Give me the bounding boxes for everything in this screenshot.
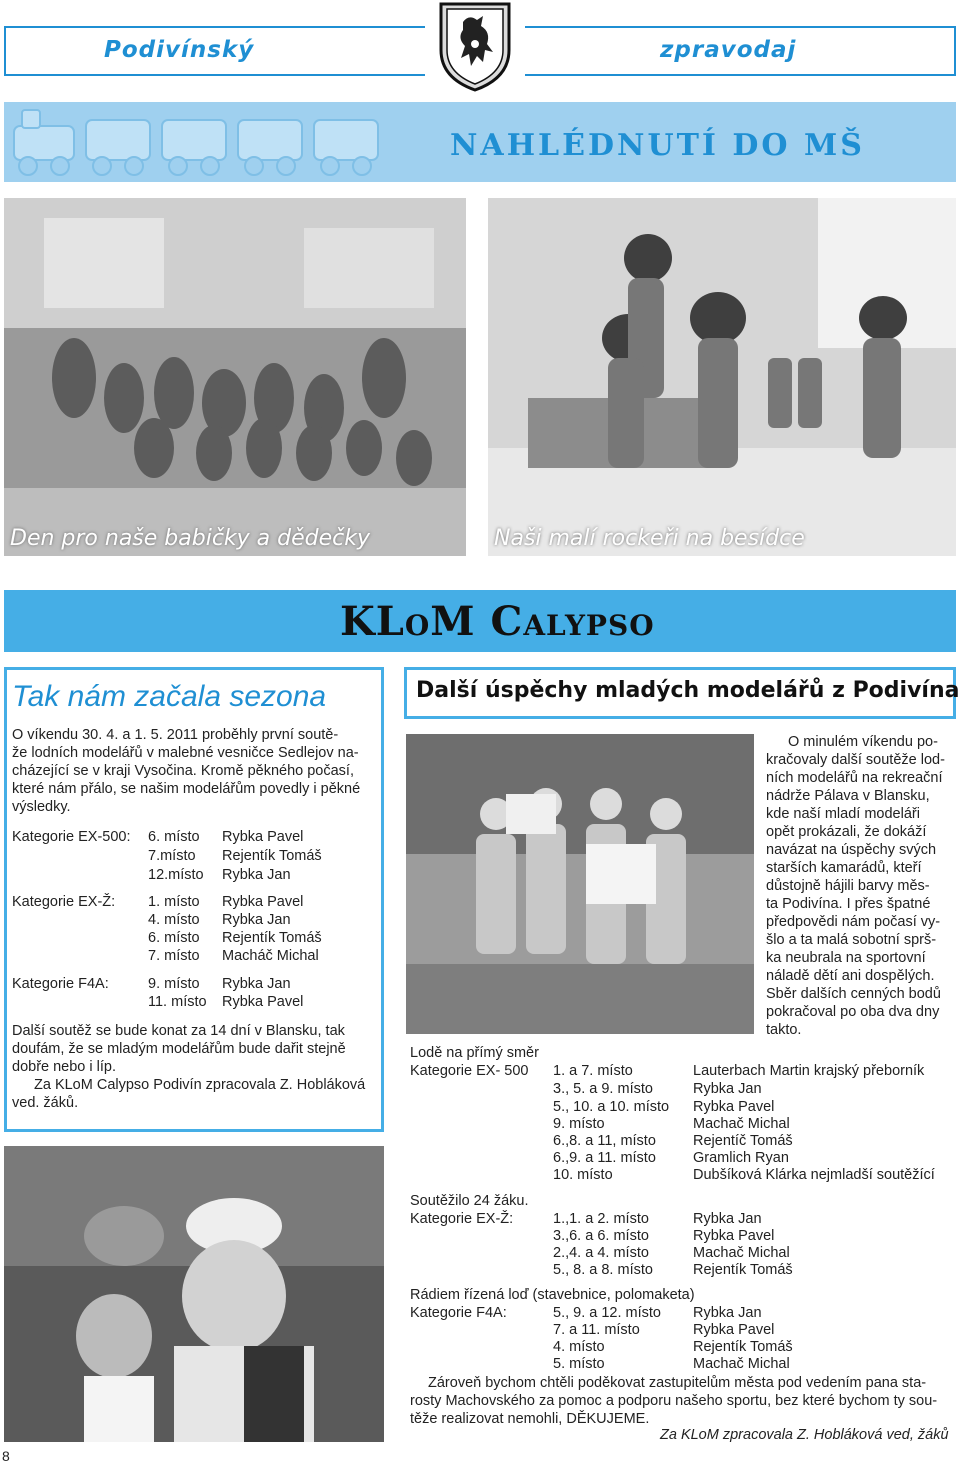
result-place: 2.,4. a 4. místo (553, 1245, 649, 1261)
photo-caption-grandparents: Den pro naše babičky a dědečky (10, 526, 370, 551)
result-name: Lauterbach Martin krajský přeborník (693, 1063, 925, 1079)
article2-title: Další úspěchy mladých modelářů z Podivína (416, 678, 960, 703)
result-name: Rybka Jan (222, 976, 291, 992)
text-line: takto. (766, 1022, 802, 1038)
text-line: Sběr dalších cenných bodů (766, 986, 941, 1002)
text-line: náladě dětí ani dospělých. (766, 968, 935, 984)
result-place: 12.místo (148, 867, 204, 883)
article2-side-text (766, 733, 952, 1039)
text-line: doufám, že se mladým modelářům bude dařit stejně (12, 1041, 346, 1057)
result-place: 6. místo (148, 829, 200, 845)
result-name: Machač Michal (693, 1116, 790, 1132)
result-place: 7.místo (148, 848, 196, 864)
result-name: Rejentík Tomáš (693, 1339, 793, 1355)
text-line: těže realizovat nemohli, DĚKUJEME. (410, 1411, 650, 1427)
photo-captain-boy (4, 1146, 384, 1442)
article2-signature: Za KLoM zpracovala Z. Hobláková ved, žáků (660, 1427, 949, 1443)
text-line: kde naší mladí modeláři (766, 806, 920, 822)
result-place: 4. místo (148, 912, 200, 928)
result-name: Machač Michal (693, 1356, 790, 1372)
train-illustration-icon (4, 102, 424, 182)
result-place: 1. a 7. místo (553, 1063, 633, 1079)
result-name: Macháč Michal (222, 948, 319, 964)
result-name: Rybka Jan (222, 912, 291, 928)
text-line: O minulém víkendu po- (788, 734, 938, 750)
text-line: O víkendu 30. 4. a 1. 5. 2011 proběhly první soutě- (12, 727, 339, 743)
result-place: 11. místo (148, 994, 207, 1010)
banner-title: NAHLÉDNUTÍ DO MŠ (450, 128, 865, 163)
result-name: Rybka Jan (222, 867, 291, 883)
text-line: ta Podivína. I přes špatné (766, 896, 931, 912)
photo-young-modelers (406, 734, 754, 1034)
text-line: že lodních modelářů v malebné vesničce Sedlejov na- (12, 745, 359, 761)
header-right-title: zpravodaj (660, 37, 797, 63)
result-name: Gramlich Ryan (693, 1150, 789, 1166)
result-place: 9. místo (148, 976, 200, 992)
photo-caption-rockers: Naši malí rockeři na besídce (494, 526, 805, 551)
result-place: 6.,8. a 11, místo (553, 1133, 656, 1149)
text-line: cházející se v kraji Vysočina. Kromě pěkného počasí, (12, 763, 354, 779)
text-line: Zároveň bychom chtěli poděkovat zastupitelům města pod vedením pana sta- (428, 1375, 927, 1391)
result-name: Machač Michal (693, 1245, 790, 1261)
page-number: 8 (2, 1448, 10, 1464)
result-place: 4. místo (553, 1339, 605, 1355)
result-name: Rybka Pavel (693, 1099, 775, 1115)
text-line: Další soutěž se bude konat za 14 dní v Blansku, tak (12, 1023, 345, 1039)
result-name: Rybka Jan (693, 1081, 762, 1097)
photo-grandparents (4, 198, 466, 556)
text-line: starších kamarádů, kteří (766, 860, 922, 876)
block-heading: Rádiem řízená loď (stavebnice, polomaketa) (410, 1287, 695, 1303)
result-place: 7. místo (148, 948, 200, 964)
result-place: 6.,9. a 11. místo (553, 1150, 656, 1166)
result-category: Kategorie F4A: (12, 976, 109, 992)
result-place: 3., 5. a 9. místo (553, 1081, 653, 1097)
result-place: 5. místo (553, 1356, 605, 1372)
result-place: 1. místo (148, 894, 200, 910)
text-line: důstojně hájili barvy měs- (766, 878, 930, 894)
text-line: Za KLoM Calypso Podivín zpracovala Z. Hobláková (34, 1077, 366, 1093)
result-name: Rejentík Tomáš (222, 930, 322, 946)
result-place: 3.,6. a 6. místo (553, 1228, 649, 1244)
text-line: výsledky. (12, 799, 71, 815)
block-heading: Lodě na přímý směr (410, 1045, 539, 1061)
header-left-title: Podivínský (104, 37, 255, 63)
result-place: 1.,1. a 2. místo (553, 1211, 649, 1227)
article1-intro (12, 726, 376, 816)
result-name: Rybka Jan (693, 1305, 762, 1321)
text-line: ka neubrala na sportovní (766, 950, 926, 966)
text-line: navázat na úspěchy svých (766, 842, 937, 858)
result-name: Rybka Jan (693, 1211, 762, 1227)
result-place: 6. místo (148, 930, 200, 946)
photo-rockers (488, 198, 956, 556)
result-name: Rejentíč Tomáš (693, 1133, 793, 1149)
text-line: ních modelářů na rekreační (766, 770, 943, 786)
article1-title: Tak nám začala sezona (12, 680, 327, 713)
text-line: ved. žáků. (12, 1095, 79, 1111)
section-title: KLoM Calypso (340, 598, 655, 645)
text-line: předpovědi nám počasí vy- (766, 914, 941, 930)
result-place: 5., 10. a 10. místo (553, 1099, 670, 1115)
text-line: kračovaly další soutěže lod- (766, 752, 945, 768)
result-name: Rejentík Tomáš (693, 1262, 793, 1278)
result-place: 5., 8. a 8. místo (553, 1262, 653, 1278)
result-place: 9. místo (553, 1116, 605, 1132)
block-heading: Soutěžilo 24 žáku. (410, 1193, 529, 1209)
text-line: dobře nebo i líp. (12, 1059, 116, 1075)
text-line: opět prokázali, že dokáží (766, 824, 927, 840)
result-place: 7. a 11. místo (553, 1322, 640, 1338)
result-category: Kategorie EX-500: (12, 829, 131, 845)
result-name: Rybka Pavel (693, 1228, 775, 1244)
result-name: Rejentík Tomáš (222, 848, 322, 864)
result-name: Rybka Pavel (222, 829, 304, 845)
text-line: které nám přálo, se našim modelářům povedly i pěkné (12, 781, 361, 797)
text-line: rosty Machovského za pomoc a podporu našeho sportu, bez které bychom ty sou- (410, 1393, 938, 1409)
result-name: Rybka Pavel (693, 1322, 775, 1338)
result-category: Kategorie EX- 500 (410, 1063, 529, 1079)
text-line: šlo a ta malá sobotní sprš- (766, 932, 937, 948)
result-name: Dubšíková Klárka nejmladší soutěžící (693, 1167, 935, 1183)
article1-outro (12, 1022, 378, 1112)
result-name: Rybka Pavel (222, 994, 304, 1010)
text-line: nádrže Pálava v Blansku, (766, 788, 930, 804)
article2-thanks (410, 1374, 955, 1428)
result-category: Kategorie EX-Ž: (410, 1211, 514, 1227)
town-crest-icon (425, 0, 525, 92)
result-place: 10. místo (553, 1167, 613, 1183)
text-line: pokračoval po oba dva dny (766, 1004, 940, 1020)
result-category: Kategorie F4A: (410, 1305, 507, 1321)
result-place: 5., 9. a 12. místo (553, 1305, 661, 1321)
result-category: Kategorie EX-Ž: (12, 894, 116, 910)
result-name: Rybka Pavel (222, 894, 304, 910)
